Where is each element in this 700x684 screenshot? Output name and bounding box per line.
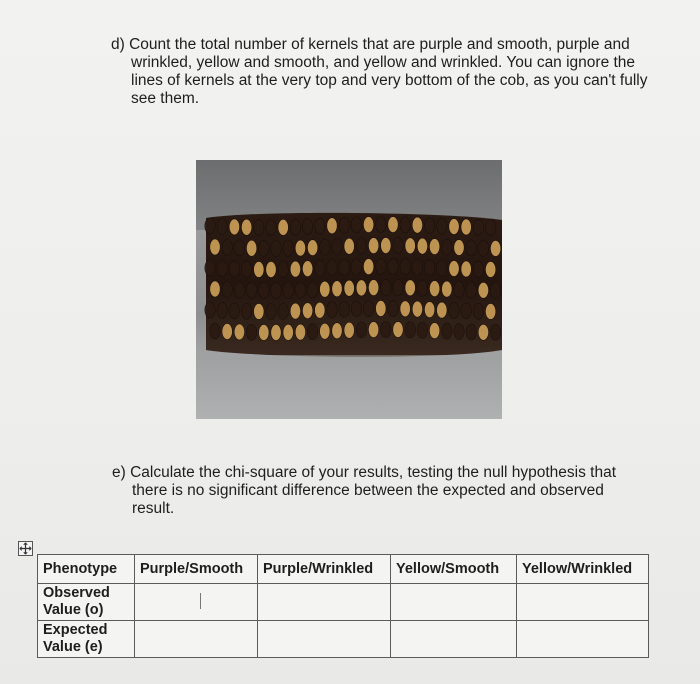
kernel: [490, 324, 500, 340]
kernel: [283, 240, 293, 256]
question-e-lead: e) Calculate the chi-square of your results, testing the null hypothesis that: [112, 464, 617, 481]
kernel: [381, 238, 391, 254]
kernel: [442, 239, 452, 255]
kernel: [254, 303, 264, 319]
kernel: [356, 322, 366, 338]
table-header-row: [38, 555, 649, 584]
kernel: [302, 261, 312, 277]
header-purple-wrinkled: Purple/Wrinkled: [258, 555, 391, 584]
kernel: [332, 323, 342, 339]
kernel: [205, 260, 215, 276]
kernel: [400, 259, 410, 275]
kernel: [339, 301, 349, 317]
kernel: [412, 259, 422, 275]
kernel: [356, 280, 366, 296]
kernel: [351, 301, 361, 317]
kernel: [400, 301, 410, 317]
kernel: [429, 239, 439, 255]
kernel: [454, 282, 464, 298]
kernel: [412, 217, 422, 233]
kernel: [478, 324, 488, 340]
kernel: [437, 302, 447, 318]
kernel: [490, 282, 500, 298]
kernel: [339, 259, 349, 275]
kernel: [259, 240, 269, 256]
kernel: [461, 261, 471, 277]
kernel: [241, 303, 251, 319]
header-yellow-wrinkled: Yellow/Wrinkled: [517, 555, 649, 584]
kernel: [266, 303, 276, 319]
kernel: [344, 238, 354, 254]
corn-cob-image: [196, 160, 502, 419]
kernel: [246, 324, 256, 340]
kernel: [217, 260, 227, 276]
kernel: [234, 282, 244, 298]
kernel: [210, 281, 220, 297]
kernel: [217, 302, 227, 318]
table-move-icon: [19, 542, 32, 555]
kernel: [429, 323, 439, 339]
table-row-expected: [38, 621, 649, 658]
kernel: [351, 259, 361, 275]
kernel: [290, 219, 300, 235]
kernel: [473, 261, 483, 277]
kernel: [466, 324, 476, 340]
kernel: [327, 218, 337, 234]
kernel: [271, 282, 281, 298]
kernel: [363, 217, 373, 233]
kernel: [449, 303, 459, 319]
kernel: [363, 259, 373, 275]
kernel: [442, 323, 452, 339]
kernel: [234, 240, 244, 256]
kernel: [405, 238, 415, 254]
kernel: [290, 303, 300, 319]
cell-expected-purple-wrinkled[interactable]: [258, 621, 391, 658]
kernel: [368, 280, 378, 296]
kernel: [302, 219, 312, 235]
kernel: [210, 323, 220, 339]
kernel: [290, 261, 300, 277]
question-d-rest: wrinkled, yellow and smooth, and yellow and wrinkled. You can ignore the lines of kernels at the very top and very bottom of the cob, as you can't fully see them.: [131, 54, 648, 107]
kernel: [356, 238, 366, 254]
cell-expected-yellow-smooth[interactable]: [391, 621, 517, 658]
kernel: [295, 282, 305, 298]
kernel: [417, 280, 427, 296]
kernel: [393, 322, 403, 338]
cell-expected-purple-smooth[interactable]: [135, 621, 258, 658]
kernel: [437, 218, 447, 234]
kernel: [266, 261, 276, 277]
kernel: [271, 324, 281, 340]
kernel: [266, 219, 276, 235]
phenotype-table: [37, 554, 649, 658]
kernel: [381, 322, 391, 338]
kernel: [461, 219, 471, 235]
question-d: [111, 36, 671, 108]
kernel: [327, 260, 337, 276]
kernel: [339, 217, 349, 233]
kernel: [417, 322, 427, 338]
kernel: [368, 322, 378, 338]
kernel: [478, 240, 488, 256]
kernel: [222, 323, 232, 339]
kernel: [295, 240, 305, 256]
kernel: [412, 301, 422, 317]
kernel: [307, 240, 317, 256]
cell-observed-yellow-wrinkled[interactable]: [517, 584, 649, 621]
kernel: [307, 324, 317, 340]
kernel: [205, 302, 215, 318]
kernel: [283, 282, 293, 298]
kernel: [400, 217, 410, 233]
kernel: [344, 280, 354, 296]
kernel: [278, 219, 288, 235]
kernel: [485, 303, 495, 319]
kernel: [376, 259, 386, 275]
kernel: [388, 259, 398, 275]
kernel: [271, 240, 281, 256]
kernel: [315, 260, 325, 276]
kernel: [381, 280, 391, 296]
kernel: [210, 239, 220, 255]
kernel: [376, 301, 386, 317]
question-e: [112, 464, 642, 518]
kernel: [376, 217, 386, 233]
kernel: [307, 282, 317, 298]
kernel: [259, 282, 269, 298]
kernel: [222, 281, 232, 297]
kernel: [424, 302, 434, 318]
kernel: [388, 217, 398, 233]
kernel: [429, 281, 439, 297]
kernel: [393, 280, 403, 296]
kernel: [315, 218, 325, 234]
cell-observed-yellow-smooth[interactable]: [391, 584, 517, 621]
kernel: [424, 218, 434, 234]
kernel: [234, 324, 244, 340]
table-row-observed: [38, 584, 649, 621]
kernel: [466, 240, 476, 256]
kernel: [246, 240, 256, 256]
kernel: [442, 281, 452, 297]
kernel: [478, 282, 488, 298]
kernel: [405, 280, 415, 296]
kernel: [454, 324, 464, 340]
kernel: [302, 303, 312, 319]
header-phenotype: Phenotype: [38, 555, 135, 584]
kernel: [205, 218, 215, 234]
header-yellow-smooth: Yellow/Smooth: [391, 555, 517, 584]
corn-cob-photo: [196, 160, 502, 419]
kernel: [229, 261, 239, 277]
kernel: [254, 219, 264, 235]
kernel: [351, 217, 361, 233]
kernel: [254, 261, 264, 277]
kernel: [485, 219, 495, 235]
row-label-expected: Expected Value (e): [38, 621, 135, 658]
cell-expected-yellow-wrinkled[interactable]: [517, 621, 649, 658]
kernel: [485, 261, 495, 277]
kernel: [320, 239, 330, 255]
kernel: [246, 282, 256, 298]
kernel: [241, 219, 251, 235]
kernel: [229, 219, 239, 235]
kernel: [466, 282, 476, 298]
kernel: [320, 323, 330, 339]
kernel: [278, 261, 288, 277]
kernel: [368, 238, 378, 254]
kernel: [388, 301, 398, 317]
kernel: [344, 322, 354, 338]
row-label-observed: Observed Value (o): [38, 584, 135, 621]
kernel: [473, 303, 483, 319]
text-cursor: [200, 593, 201, 609]
kernel: [320, 281, 330, 297]
kernel: [363, 301, 373, 317]
table-move-handle[interactable]: [18, 541, 33, 556]
kernel: [315, 302, 325, 318]
kernel: [222, 239, 232, 255]
kernel: [490, 240, 500, 256]
kernel: [424, 260, 434, 276]
kernel: [283, 324, 293, 340]
kernel: [327, 302, 337, 318]
kernel: [332, 239, 342, 255]
kernel: [405, 322, 415, 338]
question-d-lead: d) Count the total number of kernels that are purple and smooth, purple and: [111, 36, 630, 53]
header-purple-smooth: Purple/Smooth: [135, 555, 258, 584]
kernel: [449, 261, 459, 277]
kernel: [229, 303, 239, 319]
kernel: [473, 219, 483, 235]
kernel: [449, 219, 459, 235]
kernel: [259, 324, 269, 340]
question-e-rest: there is no significant difference between the expected and observed result.: [132, 482, 604, 517]
kernel: [417, 238, 427, 254]
kernel: [278, 303, 288, 319]
kernel: [332, 281, 342, 297]
cell-observed-purple-wrinkled[interactable]: [258, 584, 391, 621]
kernel: [295, 324, 305, 340]
kernel: [454, 240, 464, 256]
kernel: [461, 303, 471, 319]
cell-observed-purple-smooth[interactable]: [135, 584, 258, 621]
kernel: [217, 218, 227, 234]
kernel: [437, 260, 447, 276]
kernel: [241, 261, 251, 277]
kernel: [393, 238, 403, 254]
